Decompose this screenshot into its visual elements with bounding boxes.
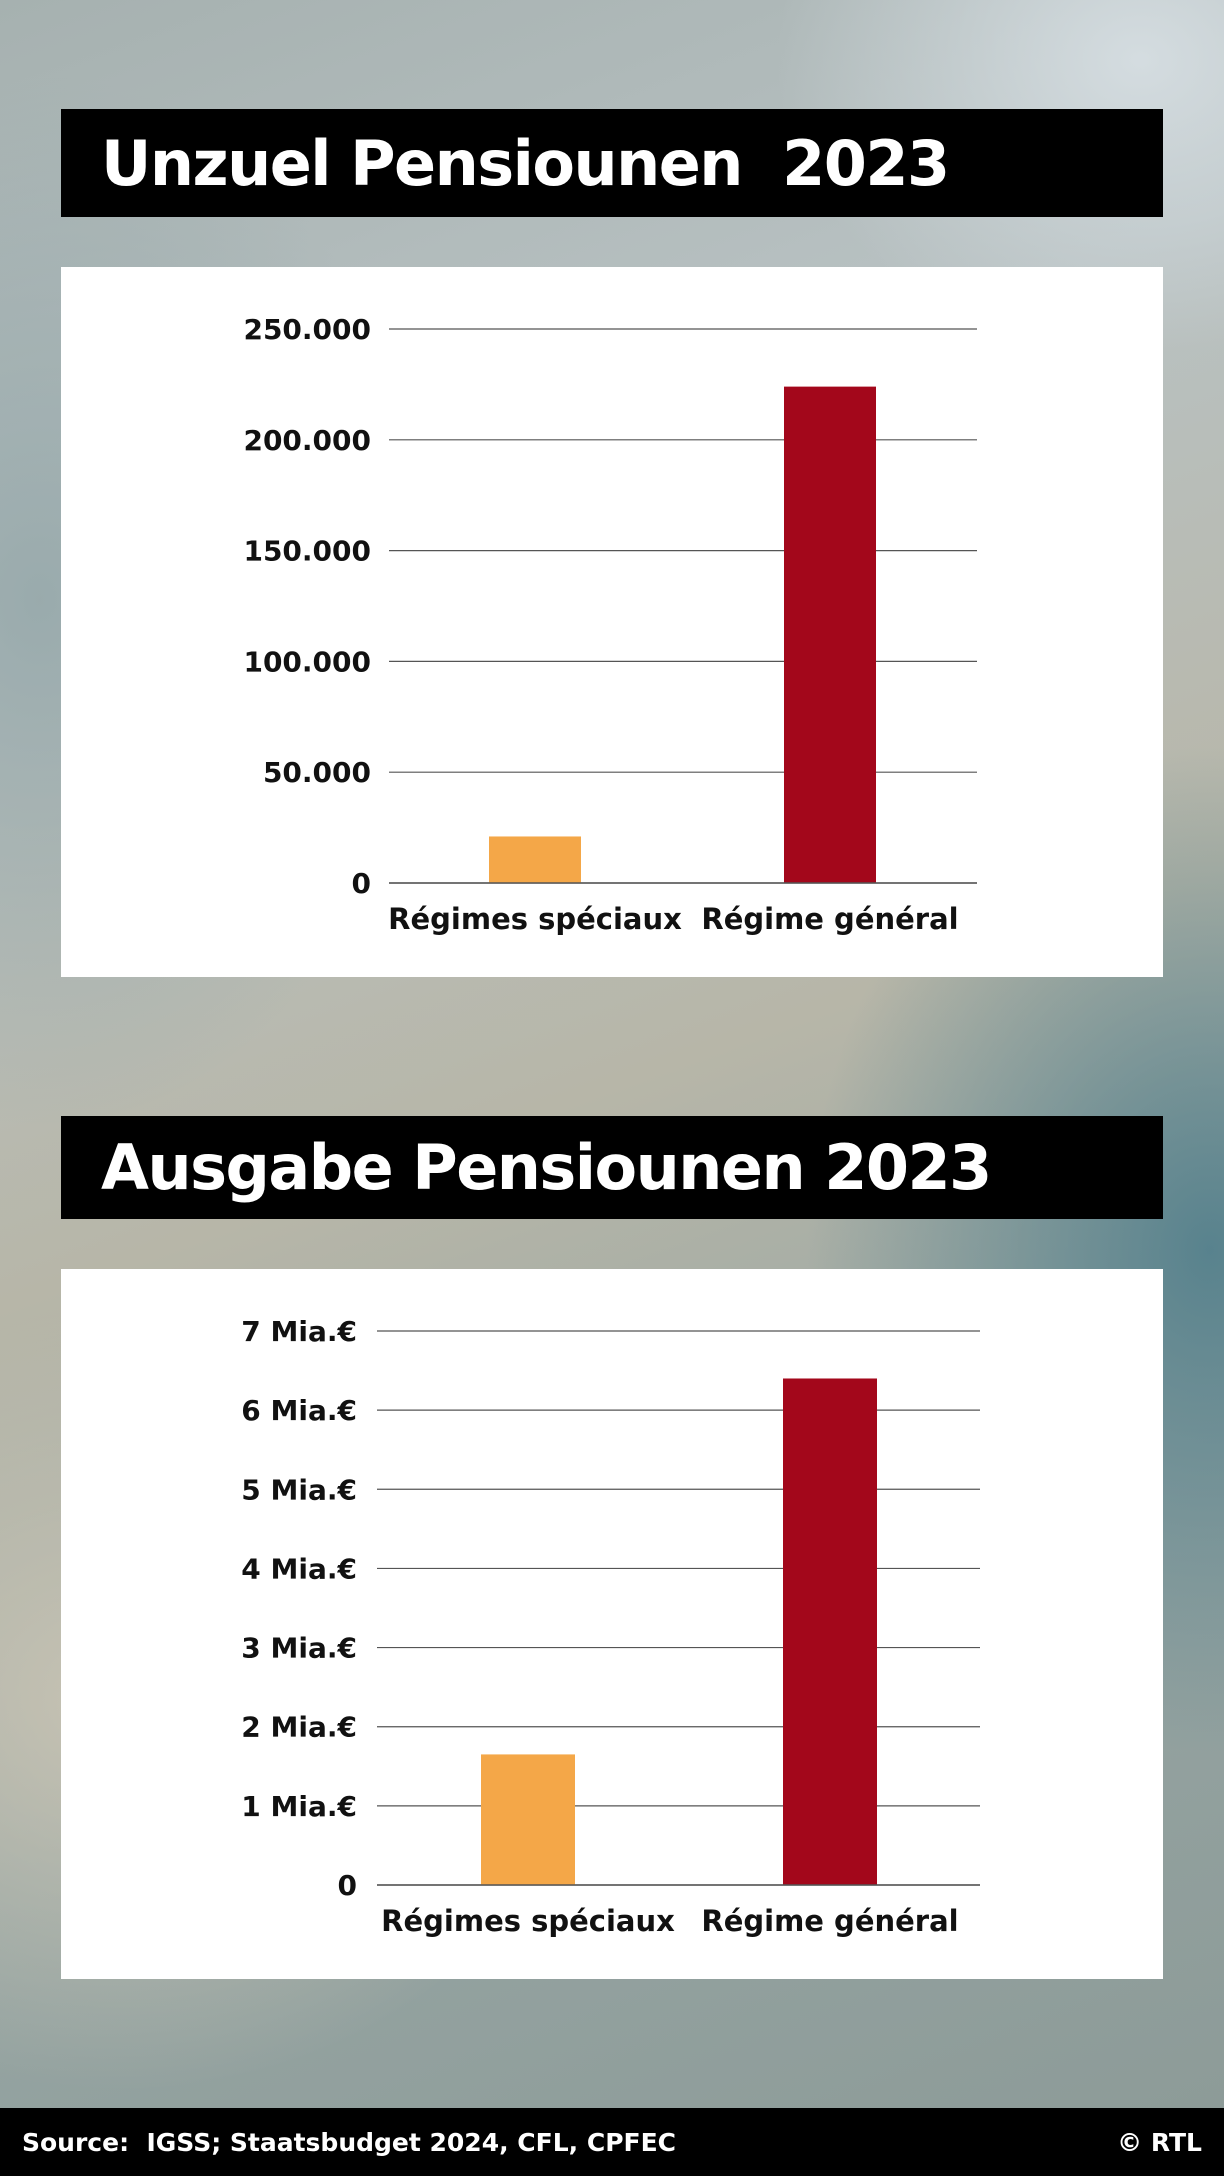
chart2-bar-2 (783, 1378, 877, 1885)
chart1-panel (61, 267, 1163, 977)
chart1-svg (61, 267, 1163, 977)
chart2-ytick-label: 2 Mia.€ (241, 1710, 357, 1744)
chart2-category-label: Régimes spéciaux (381, 1904, 675, 1938)
chart1-ytick-label: 200.000 (243, 423, 371, 457)
chart2-panel (61, 1269, 1163, 1979)
footer (0, 2108, 1224, 2176)
chart2-title-bar (61, 1116, 1163, 1219)
chart2-ytick-label: 3 Mia.€ (241, 1631, 357, 1665)
chart2-ytick-label: 5 Mia.€ (241, 1473, 357, 1507)
chart1-title-bar (61, 109, 1163, 217)
chart1-ytick-label: 250.000 (243, 313, 371, 346)
chart2-category-label: Régime général (701, 1904, 959, 1938)
chart2-ytick-label: 0 (337, 1869, 357, 1902)
chart2-bar-1 (481, 1754, 575, 1885)
chart2-ytick-label: 6 Mia.€ (241, 1394, 357, 1428)
chart1-bar-2 (784, 387, 876, 883)
chart2-title: Ausgabe Pensiounen 2023 (101, 1131, 991, 1204)
chart1-ytick-label: 50.000 (262, 756, 371, 790)
chart1-ytick-label: 0 (351, 867, 371, 900)
chart1-category-label: Régimes spéciaux (388, 902, 682, 936)
chart2-ytick-label: 1 Mia.€ (241, 1789, 357, 1823)
chart1-ytick-label: 100.000 (243, 645, 371, 679)
chart2-ytick-label: 7 Mia.€ (241, 1315, 357, 1348)
chart2-ytick-label: 4 Mia.€ (241, 1552, 357, 1586)
chart2-svg (61, 1269, 1163, 1979)
chart1-category-label: Régime général (701, 902, 959, 936)
chart1-title: Unzuel Pensiounen 2023 (101, 126, 949, 200)
chart1-ytick-label: 150.000 (243, 534, 371, 568)
chart1-bar-1 (489, 836, 581, 883)
source-text: Source: IGSS; Staatsbudget 2024, CFL, CPFEC (22, 2127, 677, 2157)
copyright-text: © RTL (1117, 2127, 1202, 2157)
